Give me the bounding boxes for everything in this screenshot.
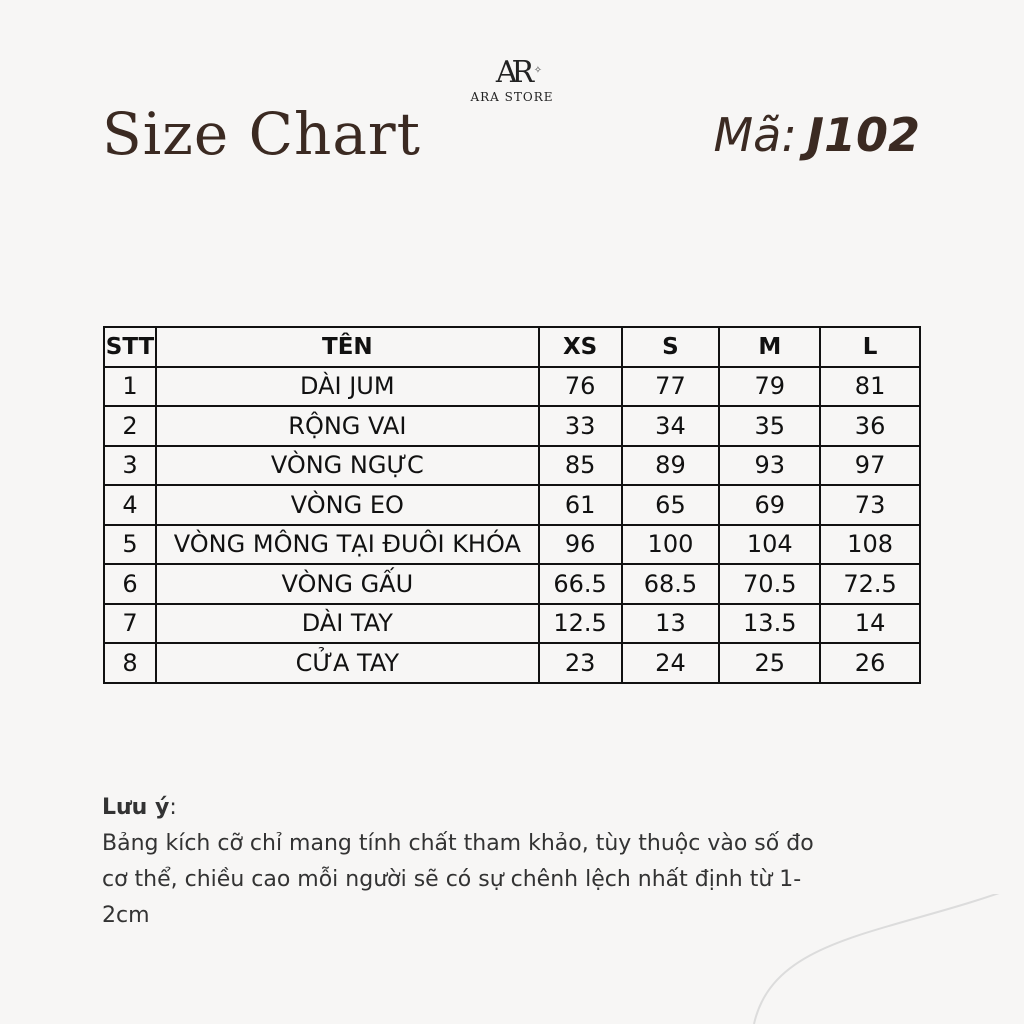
cell-l: 72.5: [820, 564, 920, 604]
cell-m: 70.5: [719, 564, 820, 604]
brand-logo: [462, 56, 562, 104]
cell-name: VÒNG EO: [156, 485, 539, 525]
cell-s: 65: [622, 485, 720, 525]
table-row: [104, 525, 920, 565]
header-m: M: [719, 327, 820, 367]
cell-stt: 3: [104, 446, 156, 486]
cell-name: DÀI JUM: [156, 367, 539, 407]
cell-m: 69: [719, 485, 820, 525]
cell-m: 35: [719, 406, 820, 446]
header-xs: XS: [539, 327, 622, 367]
table-header-row: [104, 327, 920, 367]
cell-l: 97: [820, 446, 920, 486]
cell-name: CỬA TAY: [156, 643, 539, 683]
cell-l: 36: [820, 406, 920, 446]
cell-name: DÀI TAY: [156, 604, 539, 644]
cell-xs: 61: [539, 485, 622, 525]
cell-s: 13: [622, 604, 720, 644]
cell-name: VÒNG NGỰC: [156, 446, 539, 486]
page-title: Size Chart: [102, 100, 421, 168]
cell-stt: 6: [104, 564, 156, 604]
cell-stt: 1: [104, 367, 156, 407]
cell-l: 81: [820, 367, 920, 407]
cell-stt: 5: [104, 525, 156, 565]
cell-name: VÒNG MÔNG TẠI ĐUÔI KHÓA: [156, 525, 539, 565]
cell-stt: 8: [104, 643, 156, 683]
note-colon: :: [169, 795, 177, 820]
table-row: [104, 604, 920, 644]
brand-name: ARA STORE: [470, 90, 554, 104]
table-row: [104, 485, 920, 525]
cell-xs: 12.5: [539, 604, 622, 644]
cell-name: RỘNG VAI: [156, 406, 539, 446]
cell-stt: 4: [104, 485, 156, 525]
cell-m: 93: [719, 446, 820, 486]
note-label: Lưu ý: [102, 795, 170, 820]
size-table: [103, 326, 921, 684]
cell-s: 100: [622, 525, 720, 565]
decorative-curve: [744, 894, 1024, 1024]
table-row: [104, 564, 920, 604]
note-heading: [102, 790, 932, 826]
table-row: [104, 406, 920, 446]
product-code-value: J102: [806, 108, 920, 162]
note-line: cơ thể, chiều cao mỗi người sẽ có sự chênh lệch nhất định từ 1-: [102, 867, 802, 892]
brand-monogram: AR ✧: [495, 55, 543, 90]
header-l: L: [820, 327, 920, 367]
cell-xs: 76: [539, 367, 622, 407]
cell-s: 24: [622, 643, 720, 683]
note-line: Bảng kích cỡ chỉ mang tính chất tham khảo, tùy thuộc vào số đo: [102, 831, 814, 856]
cell-xs: 23: [539, 643, 622, 683]
cell-m: 79: [719, 367, 820, 407]
header-name: TÊN: [156, 327, 539, 367]
cell-m: 13.5: [719, 604, 820, 644]
cell-xs: 96: [539, 525, 622, 565]
cell-stt: 2: [104, 406, 156, 446]
table-row: [104, 643, 920, 683]
cell-m: 25: [719, 643, 820, 683]
cell-l: 26: [820, 643, 920, 683]
cell-s: 68.5: [622, 564, 720, 604]
cell-xs: 66.5: [539, 564, 622, 604]
note-line: 2cm: [102, 903, 150, 928]
product-code: [713, 108, 920, 162]
header-stt: STT: [104, 327, 156, 367]
header-s: S: [622, 327, 720, 367]
cell-stt: 7: [104, 604, 156, 644]
cell-xs: 33: [539, 406, 622, 446]
cell-s: 34: [622, 406, 720, 446]
cell-l: 73: [820, 485, 920, 525]
cell-m: 104: [719, 525, 820, 565]
cell-s: 77: [622, 367, 720, 407]
sparkle-icon: ✧: [533, 65, 543, 76]
cell-l: 14: [820, 604, 920, 644]
product-code-label: Mã:: [713, 108, 797, 162]
cell-l: 108: [820, 525, 920, 565]
table-row: [104, 367, 920, 407]
table-row: [104, 446, 920, 486]
cell-s: 89: [622, 446, 720, 486]
cell-xs: 85: [539, 446, 622, 486]
cell-name: VÒNG GẤU: [156, 564, 539, 604]
